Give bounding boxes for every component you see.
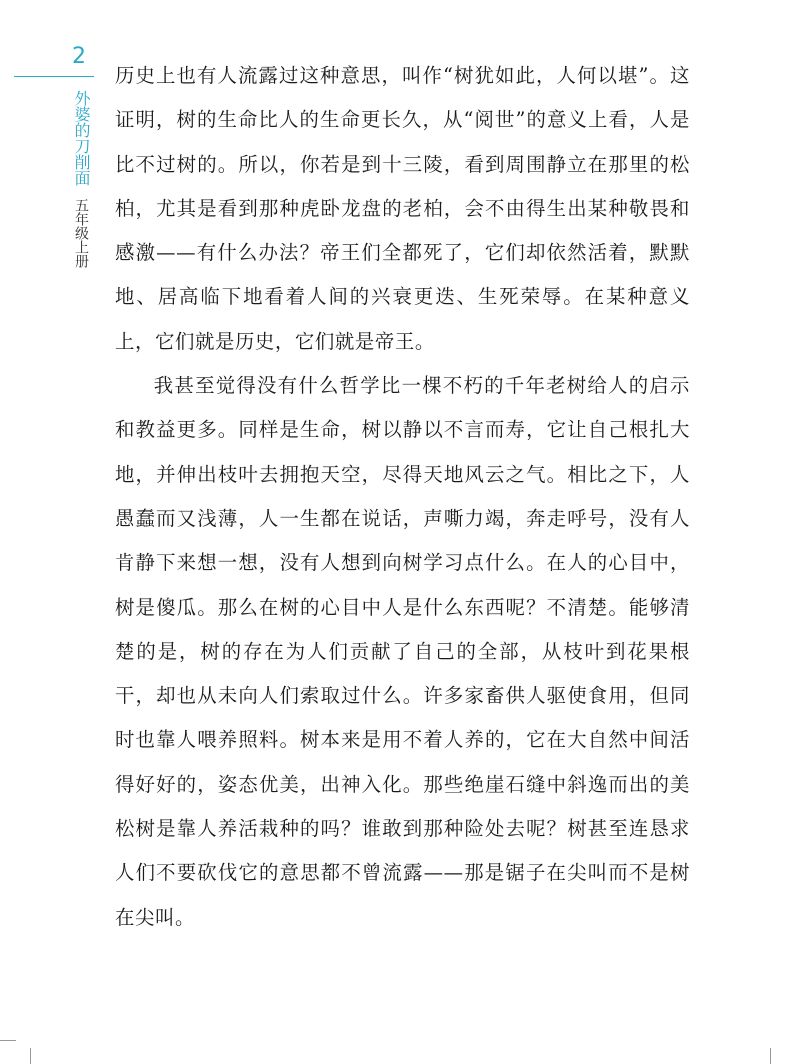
running-head-rule [14,76,94,77]
page-number: 2 [72,44,86,69]
crop-mark-left-horizontal [0,1040,16,1041]
running-head-grade: 五年级上册 [73,198,89,268]
paragraph-1: 历史上也有人流露过这种意思，叫作“树犹如此，人何以堪”。这证明，树的生命比人的生命更长久，从“阅世”的意义上看，人是比不过树的。所以，你若是到十三陵，看到周围静立在那里的松柏，尤其是看到那种虎卧龙盘的老柏，会不由得生出某种敬畏和感激——有什么办法？帝王们全都死了，它们却依然活着，默默地、居高临下地看着人间的兴衰更迭、生死荣辱。在某种意义上，它们就是历史，它们就是帝王。 [115,64,690,353]
paragraph-2: 我甚至觉得没有什么哲学比一棵不朽的千年老树给人的启示和教益更多。同样是生命，树以静以不言而寿，它让自己根扎大地，并伸出枝叶去拥抱天空，尽得天地风云之气。相比之下，人愚蠢而又浅薄，人一生都在说话，声嘶力竭，奔走呼号，没有人肯静下来想一想，没有人想到向树学习点什么。在人的心目中，树是傻瓜。那么在树的心目中人是什么东西呢？不清楚。能够清楚的是，树的存在为人们贡献了自己的全部，从枝叶到花果根干，却也从未向人们索取过什么。许多家畜供人驱使食用，但同时也靠人喂养照料。树本来是用不着人养的，它在大自然中间活得好好的，姿态优美，出神入化。那些绝崖石缝中斜逸而出的美松树是靠人养活栽种的吗？谁敢到那种险处去呢？树甚至连恳求人们不要砍伐它的意思都不曾流露——那是锯子在尖叫而不是树在尖叫。 [115,374,690,929]
body-text [115,54,690,940]
crop-mark-right-vertical [770,1048,771,1064]
running-head-title: 外婆的刀削面 [72,90,91,186]
crop-mark-left-vertical [30,1048,31,1064]
